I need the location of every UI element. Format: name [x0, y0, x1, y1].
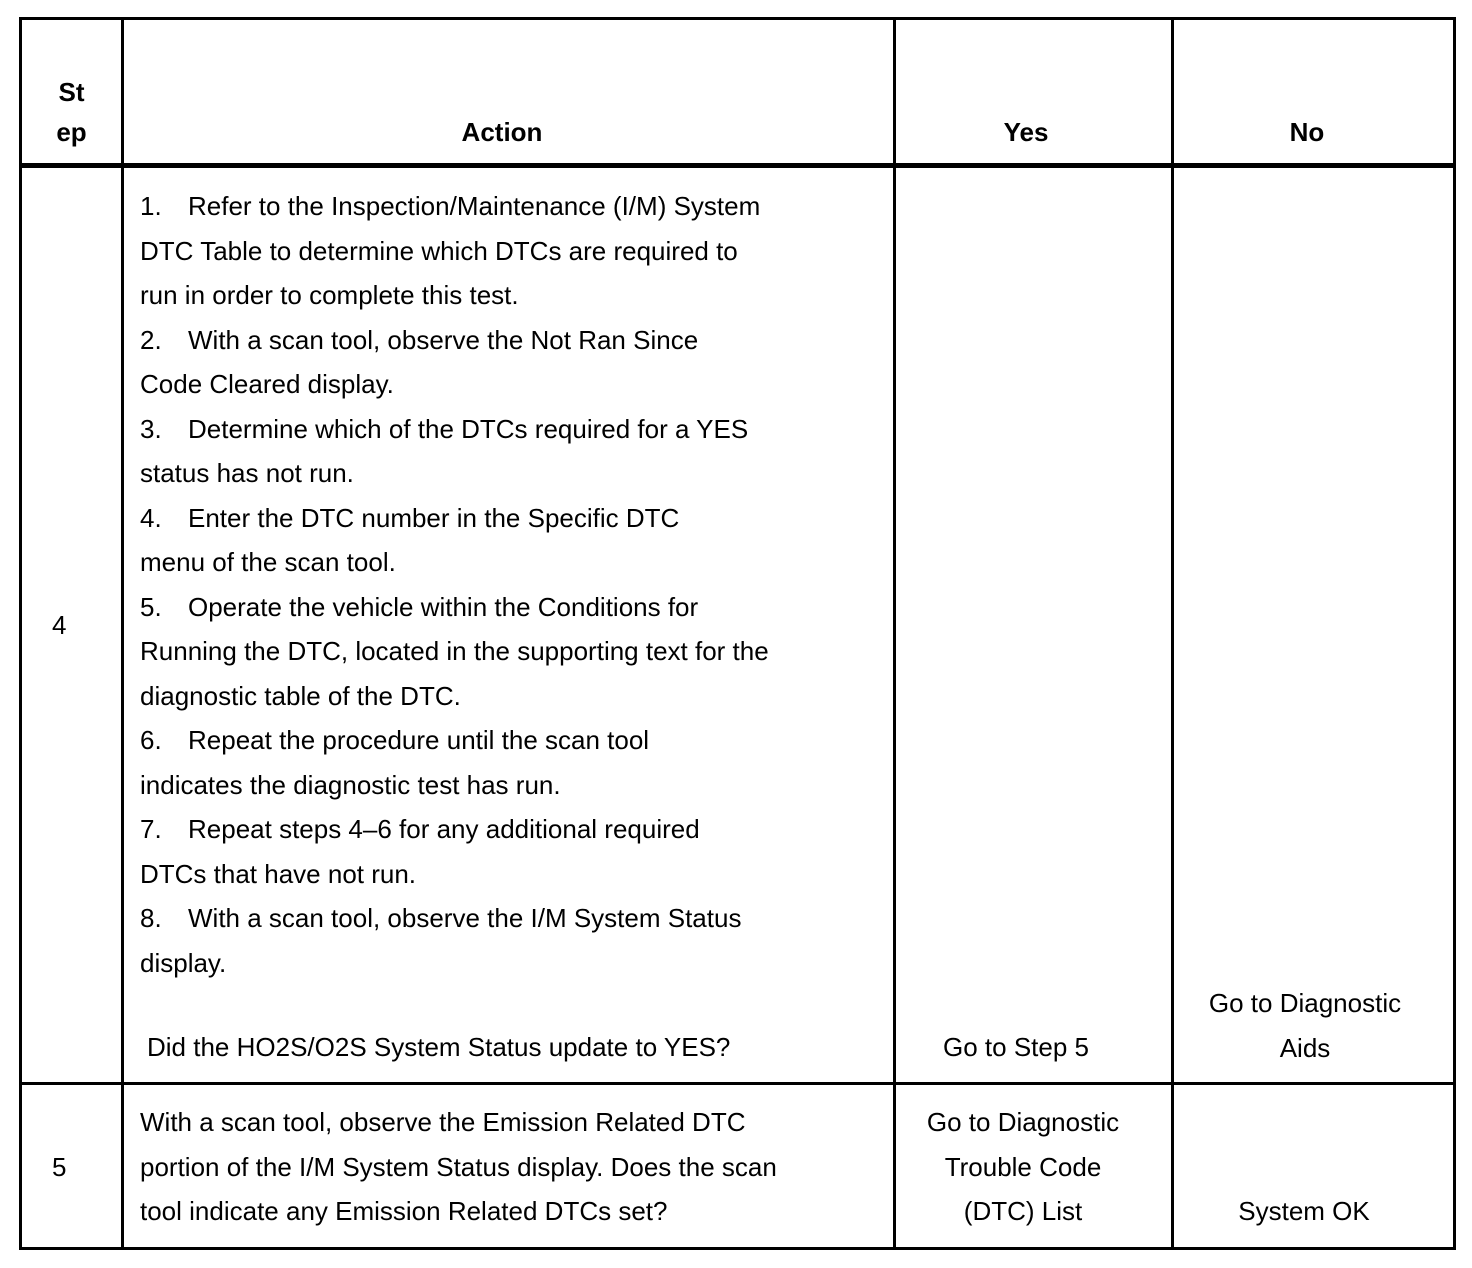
action-item-7-first-line: [140, 807, 769, 852]
action-item-1-first-line: [140, 184, 769, 229]
row5-action-line: With a scan tool, observe the Emission Related DTC: [140, 1107, 746, 1137]
action-item-4-number: 4.: [140, 502, 162, 533]
action-item-6-number: 6.: [140, 725, 162, 755]
action-item-7: [140, 807, 769, 896]
table-top-border: [20, 17, 1456, 20]
action-item-2: [140, 318, 769, 407]
action-item-8-cont: display.: [140, 947, 227, 978]
action-item-3-text: Determine which of the DTCs required for a YES: [188, 413, 749, 444]
header-action: Action: [461, 117, 543, 147]
action-item-8-first-line: [140, 896, 769, 941]
row4-yes: Go to Step 5: [943, 1032, 1089, 1062]
action-item-1-text: Refer to the Inspection/Maintenance (I/M) System: [188, 191, 761, 221]
header-step: [22, 72, 121, 152]
row5-action-line: portion of the I/M System Status display. Does the scan: [140, 1151, 777, 1182]
action-item-1-cont: DTC Table to determine which DTCs are required to: [140, 235, 738, 266]
action-item-3-cont: status has not run.: [140, 458, 354, 488]
action-item-2-cont: Code Cleared display.: [140, 369, 394, 399]
action-item-1: [140, 184, 769, 318]
header-no: No: [1289, 117, 1325, 147]
action-item-2-number: 2.: [140, 324, 162, 355]
action-item-3-number: 3.: [140, 413, 162, 444]
row4-step: 4: [52, 610, 67, 640]
row4-question: Did the HO2S/O2S System Status update to YES?: [147, 1032, 731, 1062]
action-item-4-text: Enter the DTC number in the Specific DTC: [188, 502, 680, 533]
table-right-border: [1453, 17, 1456, 1250]
row5-action-line: tool indicate any Emission Related DTCs set?: [140, 1196, 668, 1226]
action-item-6-first-line: [140, 718, 769, 763]
action-item-3: [140, 407, 769, 496]
header-yes: Yes: [1003, 117, 1049, 147]
row5-yes-line2: Trouble Code: [944, 1151, 1102, 1182]
action-item-6-cont: indicates the diagnostic test has run.: [140, 769, 561, 800]
action-item-8-text: With a scan tool, observe the I/M System Status: [188, 903, 742, 933]
action-item-1-cont: run in order to complete this test.: [140, 280, 519, 310]
action-item-5-cont: diagnostic table of the DTC.: [140, 680, 461, 711]
row4-no-line2: Aids: [1279, 1032, 1331, 1063]
header-bottom-border: [20, 163, 1456, 168]
action-item-4-first-line: [140, 496, 769, 541]
action-item-6-text: Repeat the procedure until the scan tool: [188, 725, 650, 755]
row-divider: [20, 1082, 1456, 1085]
action-item-5-cont: Running the DTC, located in the supporting text for the: [140, 636, 769, 666]
action-item-2-first-line: [140, 318, 769, 363]
row4-no: [1174, 981, 1436, 1070]
action-item-8-number: 8.: [140, 903, 162, 933]
action-item-7-number: 7.: [140, 814, 162, 844]
action-item-6: [140, 718, 769, 807]
row5-yes-line3: (DTC) List: [963, 1196, 1083, 1226]
action-item-4-cont: menu of the scan tool.: [140, 547, 396, 577]
row5-action: [140, 1100, 777, 1234]
action-item-5-first-line: [140, 585, 769, 630]
row5-step: 5: [52, 1152, 67, 1182]
col-divider-step: [121, 17, 124, 1250]
action-item-7-cont: DTCs that have not run.: [140, 858, 417, 889]
row4-no-line1: Go to Diagnostic: [1208, 988, 1402, 1018]
action-item-8: [140, 896, 769, 985]
action-item-5-number: 5.: [140, 591, 162, 622]
row4-action-list: [140, 184, 769, 985]
row5-yes-line1: Go to Diagnostic: [926, 1107, 1120, 1137]
action-item-1-number: 1.: [140, 191, 162, 221]
table-bottom-border: [20, 1247, 1456, 1250]
row5-no: System OK: [1238, 1196, 1370, 1226]
action-item-5-text: Operate the vehicle within the Conditions for: [188, 591, 699, 622]
action-item-5: [140, 585, 769, 719]
action-item-2-text: With a scan tool, observe the Not Ran Since: [188, 324, 699, 355]
table-left-border: [19, 17, 22, 1250]
action-item-3-first-line: [140, 407, 769, 452]
row5-yes: [896, 1100, 1150, 1234]
header-step-line1: St: [58, 77, 85, 107]
action-item-7-text: Repeat steps 4–6 for any additional required: [188, 814, 700, 844]
header-step-line2: ep: [56, 117, 87, 147]
action-item-4: [140, 496, 769, 585]
